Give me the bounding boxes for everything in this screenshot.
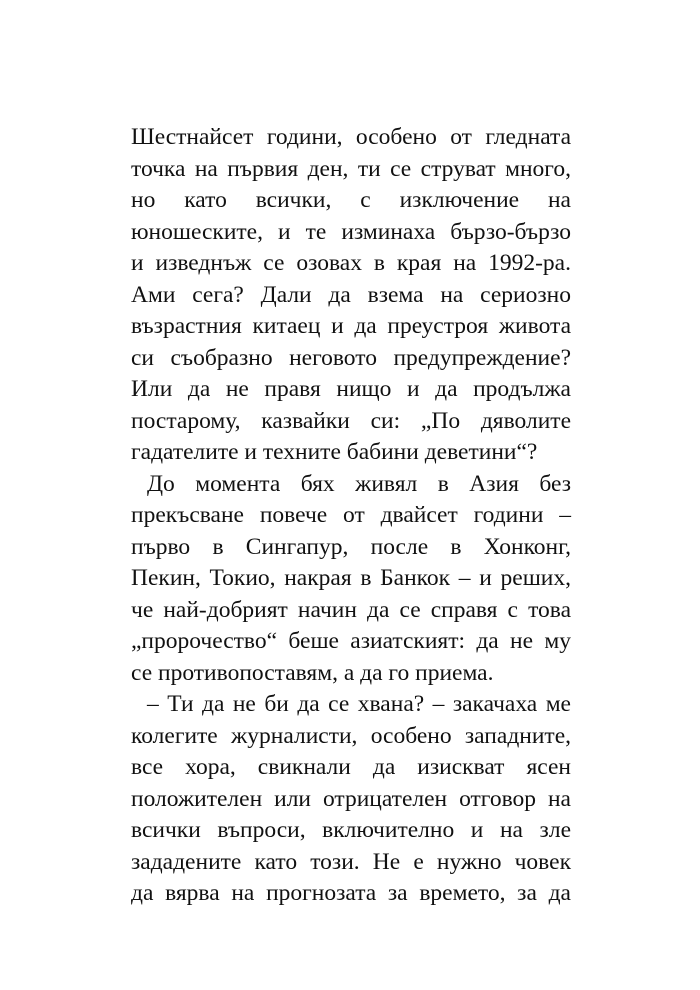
text-line: Пекин, Токио, накрая в Банкок – и реших, [131, 565, 571, 591]
text-line: Шестнайсет години, особено от гледната [131, 124, 571, 150]
text-line: До момента бях живял в Азия без [147, 470, 571, 497]
paragraph-1 [131, 122, 571, 469]
text-line: юношеските, и те изминаха бързо-бързо [131, 218, 571, 245]
text-line: – Ти да не би да се хвана? – закачаха ме [147, 691, 571, 717]
text-line: възрастния китаец и да преустроя живота [131, 313, 571, 339]
text-line: Ами сега? Дали да взема на сериозно [131, 281, 571, 308]
text-line: гадателите и техните бабини деветини“? [131, 439, 538, 465]
paragraph-3 [131, 689, 571, 910]
text-line: положителен или отрицателен отговор на [131, 785, 571, 812]
text-line: всички въпроси, включително и на зле [131, 817, 571, 843]
text-line: първо в Сингапур, после в Хонконг, [131, 533, 571, 560]
text-line: че най-добрият начин да се справя с това [131, 596, 571, 623]
paragraph-2 [131, 469, 571, 690]
text-body [131, 122, 571, 910]
text-line: все хора, свикнали да изискват ясен [131, 754, 571, 780]
text-line: да вярва на прогнозата за времето, за да [131, 880, 571, 906]
text-line: и изведнъж се озовах в края на 1992-ра. [131, 250, 571, 276]
text-line: прекъсване повече от двайсет години – [131, 502, 571, 528]
text-line: си съобразно неговото предупреждение? [131, 344, 571, 371]
text-line: постарому, казвайки си: „По дяволите [131, 407, 571, 434]
text-line: „пророчество“ беше азиатският: да не му [131, 628, 571, 654]
text-line: точка на първия ден, ти се струват много, [131, 155, 571, 182]
text-line: се противопоставям, а да го приема. [131, 659, 494, 686]
text-line: но като всички, с изключение на [131, 187, 571, 213]
text-line: Или да не правя нищо и да продължа [131, 376, 571, 402]
text-line: зададените като този. Не е нужно човек [131, 848, 571, 875]
text-line: колегите журналисти, особено западните, [131, 722, 571, 749]
